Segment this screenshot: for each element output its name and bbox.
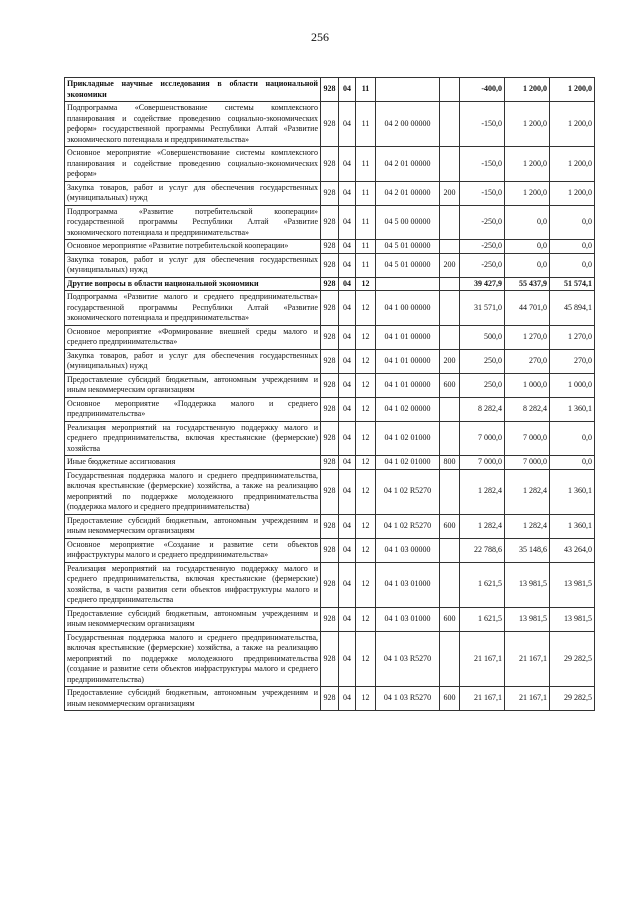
ministry-code: 928 — [321, 349, 339, 373]
subsection-code: 12 — [356, 421, 376, 456]
ministry-code: 928 — [321, 78, 339, 102]
amount-1: 31 571,0 — [460, 291, 505, 326]
amount-3: 0,0 — [550, 205, 595, 240]
ministry-code: 928 — [321, 181, 339, 205]
amount-2: 0,0 — [505, 240, 550, 254]
ministry-code: 928 — [321, 562, 339, 607]
row-description: Основное мероприятие «Совершенствование системы комплексного планирования и содействие проведению социально-экономических реформ» — [65, 147, 321, 182]
ministry-code: 928 — [321, 253, 339, 277]
amount-1: -250,0 — [460, 205, 505, 240]
amount-2: 13 981,5 — [505, 607, 550, 631]
subsection-code: 11 — [356, 78, 376, 102]
expense-type-code: 600 — [440, 373, 460, 397]
target-article-code: 04 1 03 01000 — [376, 607, 440, 631]
row-description: Другие вопросы в области национальной экономики — [65, 277, 321, 291]
subsection-code: 12 — [356, 291, 376, 326]
target-article-code: 04 2 00 00000 — [376, 102, 440, 147]
expense-type-code — [440, 102, 460, 147]
target-article-code: 04 1 03 R5270 — [376, 687, 440, 711]
amount-1: 1 621,5 — [460, 607, 505, 631]
section-code: 04 — [339, 421, 356, 456]
target-article-code: 04 2 01 00000 — [376, 181, 440, 205]
subsection-code: 11 — [356, 253, 376, 277]
section-code: 04 — [339, 102, 356, 147]
row-description: Основное мероприятие «Формирование внешней среды малого и среднего предпринимательства» — [65, 325, 321, 349]
table-row — [65, 456, 595, 470]
subsection-code: 11 — [356, 240, 376, 254]
subsection-code: 11 — [356, 205, 376, 240]
ministry-code: 928 — [321, 205, 339, 240]
target-article-code: 04 1 01 00000 — [376, 349, 440, 373]
section-code: 04 — [339, 78, 356, 102]
amount-1: 39 427,9 — [460, 277, 505, 291]
ministry-code: 928 — [321, 421, 339, 456]
amount-2: 1 200,0 — [505, 181, 550, 205]
amount-3: 0,0 — [550, 456, 595, 470]
table-row — [65, 325, 595, 349]
ministry-code: 928 — [321, 456, 339, 470]
subsection-code: 12 — [356, 514, 376, 538]
ministry-code: 928 — [321, 607, 339, 631]
row-description: Предоставление субсидий бюджетным, автономным учреждениям и иным некоммерческим организациям — [65, 373, 321, 397]
amount-1: -250,0 — [460, 253, 505, 277]
subsection-code: 12 — [356, 631, 376, 687]
expense-type-code: 800 — [440, 456, 460, 470]
target-article-code: 04 1 02 00000 — [376, 397, 440, 421]
target-article-code: 04 1 01 00000 — [376, 373, 440, 397]
amount-2: 55 437,9 — [505, 277, 550, 291]
subsection-code: 12 — [356, 469, 376, 514]
amount-3: 29 282,5 — [550, 687, 595, 711]
table-row — [65, 397, 595, 421]
amount-3: 1 270,0 — [550, 325, 595, 349]
amount-2: 13 981,5 — [505, 562, 550, 607]
amount-2: 1 200,0 — [505, 78, 550, 102]
table-row — [65, 687, 595, 711]
expense-type-code — [440, 205, 460, 240]
section-code: 04 — [339, 291, 356, 326]
section-code: 04 — [339, 631, 356, 687]
row-description: Реализация мероприятий на государственную поддержку малого и среднего предпринимательства, включая крестьянские (фермерские) хозяйства — [65, 421, 321, 456]
subsection-code: 12 — [356, 456, 376, 470]
amount-3: 1 360,1 — [550, 397, 595, 421]
amount-2: 8 282,4 — [505, 397, 550, 421]
amount-3: 270,0 — [550, 349, 595, 373]
amount-3: 1 200,0 — [550, 147, 595, 182]
amount-1: 21 167,1 — [460, 687, 505, 711]
table-row — [65, 421, 595, 456]
row-description: Предоставление субсидий бюджетным, автономным учреждениям и иным некоммерческим организациям — [65, 687, 321, 711]
table-row — [65, 562, 595, 607]
target-article-code: 04 1 03 01000 — [376, 562, 440, 607]
subsection-code: 11 — [356, 147, 376, 182]
section-code: 04 — [339, 687, 356, 711]
amount-2: 270,0 — [505, 349, 550, 373]
expense-type-code: 600 — [440, 687, 460, 711]
target-article-code: 04 1 02 R5270 — [376, 514, 440, 538]
amount-2: 1 000,0 — [505, 373, 550, 397]
amount-2: 1 282,4 — [505, 469, 550, 514]
subsection-code: 11 — [356, 102, 376, 147]
amount-2: 7 000,0 — [505, 421, 550, 456]
target-article-code — [376, 78, 440, 102]
row-description: Государственная поддержка малого и среднего предпринимательства, включая крестьянские (фермерские) хозяйства, а также на реализацию мероприятий по поддержке молодежного предпринимательства (поддержка малого и среднего предпринимательства) — [65, 469, 321, 514]
amount-3: 1 200,0 — [550, 78, 595, 102]
amount-2: 1 282,4 — [505, 514, 550, 538]
section-code: 04 — [339, 240, 356, 254]
target-article-code: 04 1 01 00000 — [376, 325, 440, 349]
amount-3: 51 574,1 — [550, 277, 595, 291]
amount-2: 7 000,0 — [505, 456, 550, 470]
ministry-code: 928 — [321, 687, 339, 711]
expense-type-code — [440, 631, 460, 687]
table-row — [65, 373, 595, 397]
expense-type-code — [440, 291, 460, 326]
table-row — [65, 240, 595, 254]
amount-2: 35 148,6 — [505, 538, 550, 562]
section-code: 04 — [339, 562, 356, 607]
table-row — [65, 349, 595, 373]
target-article-code: 04 5 01 00000 — [376, 240, 440, 254]
amount-1: -400,0 — [460, 78, 505, 102]
amount-3: 0,0 — [550, 253, 595, 277]
row-description: Закупка товаров, работ и услуг для обеспечения государственных (муниципальных) нужд — [65, 181, 321, 205]
row-description: Предоставление субсидий бюджетным, автономным учреждениям и иным некоммерческим организациям — [65, 607, 321, 631]
row-description: Основное мероприятие «Создание и развитие сети объектов инфраструктуры малого и среднего предпринимательства» — [65, 538, 321, 562]
section-code: 04 — [339, 147, 356, 182]
amount-2: 1 200,0 — [505, 147, 550, 182]
ministry-code: 928 — [321, 291, 339, 326]
target-article-code: 04 2 01 00000 — [376, 147, 440, 182]
amount-2: 21 167,1 — [505, 631, 550, 687]
subsection-code: 12 — [356, 538, 376, 562]
amount-1: 1 621,5 — [460, 562, 505, 607]
table-row — [65, 291, 595, 326]
amount-1: 250,0 — [460, 349, 505, 373]
expense-type-code: 200 — [440, 349, 460, 373]
amount-3: 0,0 — [550, 240, 595, 254]
table-row — [65, 469, 595, 514]
row-description: Подпрограмма «Развитие малого и среднего предпринимательства» государственной программы Республики Алтай «Развитие экономического потенциала и предпринимательства» — [65, 291, 321, 326]
amount-1: -150,0 — [460, 102, 505, 147]
expense-type-code — [440, 421, 460, 456]
expense-type-code — [440, 277, 460, 291]
amount-2: 1 270,0 — [505, 325, 550, 349]
target-article-code: 04 1 03 R5270 — [376, 631, 440, 687]
section-code: 04 — [339, 181, 356, 205]
amount-3: 13 981,5 — [550, 607, 595, 631]
amount-2: 0,0 — [505, 205, 550, 240]
section-code: 04 — [339, 205, 356, 240]
expense-type-code — [440, 538, 460, 562]
table-row — [65, 538, 595, 562]
section-code: 04 — [339, 538, 356, 562]
row-description: Основное мероприятие «Развитие потребительской кооперации» — [65, 240, 321, 254]
target-article-code: 04 1 02 01000 — [376, 456, 440, 470]
row-description: Государственная поддержка малого и среднего предпринимательства, включая крестьянские (фермерские) хозяйства, а также на реализацию мероприятий по поддержке молодежного предпринимательства (создание и развитие сети объектов инфраструктуры малого и среднего предпринимательства) — [65, 631, 321, 687]
amount-3: 1 200,0 — [550, 181, 595, 205]
amount-1: 7 000,0 — [460, 456, 505, 470]
amount-3: 1 000,0 — [550, 373, 595, 397]
subsection-code: 12 — [356, 373, 376, 397]
section-code: 04 — [339, 456, 356, 470]
amount-1: 7 000,0 — [460, 421, 505, 456]
section-code: 04 — [339, 514, 356, 538]
table-row — [65, 205, 595, 240]
target-article-code: 04 5 01 00000 — [376, 253, 440, 277]
expense-type-code: 600 — [440, 607, 460, 631]
budget-table — [64, 77, 595, 711]
ministry-code: 928 — [321, 538, 339, 562]
subsection-code: 12 — [356, 607, 376, 631]
expense-type-code: 600 — [440, 514, 460, 538]
section-code: 04 — [339, 277, 356, 291]
ministry-code: 928 — [321, 240, 339, 254]
expense-type-code — [440, 240, 460, 254]
expense-type-code — [440, 469, 460, 514]
amount-2: 1 200,0 — [505, 102, 550, 147]
target-article-code: 04 1 03 00000 — [376, 538, 440, 562]
amount-3: 29 282,5 — [550, 631, 595, 687]
section-code: 04 — [339, 397, 356, 421]
amount-1: 8 282,4 — [460, 397, 505, 421]
subsection-code: 11 — [356, 181, 376, 205]
page-number: 256 — [311, 30, 329, 44]
expense-type-code — [440, 562, 460, 607]
expense-type-code — [440, 325, 460, 349]
amount-1: 22 788,6 — [460, 538, 505, 562]
section-code: 04 — [339, 253, 356, 277]
amount-1: 1 282,4 — [460, 514, 505, 538]
row-description: Реализация мероприятий на государственную поддержку малого и среднего предпринимательства, включая крестьянские (фермерские) хозяйства, в части развития сети объектов инфраструктуры малого и среднего предпринимательства — [65, 562, 321, 607]
amount-2: 44 701,0 — [505, 291, 550, 326]
expense-type-code: 200 — [440, 181, 460, 205]
subsection-code: 12 — [356, 277, 376, 291]
subsection-code: 12 — [356, 397, 376, 421]
amount-3: 13 981,5 — [550, 562, 595, 607]
ministry-code: 928 — [321, 325, 339, 349]
target-article-code: 04 1 02 01000 — [376, 421, 440, 456]
amount-1: -250,0 — [460, 240, 505, 254]
ministry-code: 928 — [321, 631, 339, 687]
table-row — [65, 514, 595, 538]
ministry-code: 928 — [321, 397, 339, 421]
row-description: Основное мероприятие «Поддержка малого и среднего предпринимательства» — [65, 397, 321, 421]
target-article-code: 04 1 00 00000 — [376, 291, 440, 326]
amount-3: 1 200,0 — [550, 102, 595, 147]
amount-3: 43 264,0 — [550, 538, 595, 562]
table-row — [65, 631, 595, 687]
expense-type-code — [440, 78, 460, 102]
row-description: Прикладные научные исследования в области национальной экономики — [65, 78, 321, 102]
section-code: 04 — [339, 325, 356, 349]
ministry-code: 928 — [321, 147, 339, 182]
expense-type-code — [440, 147, 460, 182]
ministry-code: 928 — [321, 277, 339, 291]
amount-3: 1 360,1 — [550, 514, 595, 538]
amount-3: 1 360,1 — [550, 469, 595, 514]
row-description: Закупка товаров, работ и услуг для обеспечения государственных (муниципальных) нужд — [65, 253, 321, 277]
amount-1: 250,0 — [460, 373, 505, 397]
target-article-code: 04 1 02 R5270 — [376, 469, 440, 514]
row-description: Подпрограмма «Развитие потребительской кооперации» государственной программы Республики Алтай «Развитие экономического потенциала и предпринимательства» — [65, 205, 321, 240]
amount-2: 0,0 — [505, 253, 550, 277]
subsection-code: 12 — [356, 687, 376, 711]
amount-3: 0,0 — [550, 421, 595, 456]
subsection-code: 12 — [356, 349, 376, 373]
row-description: Подпрограмма «Совершенствование системы комплексного планирования и содействие проведению социально-экономических реформ» государственной программы Республики Алтай «Развитие экономического потенциала и предпринимательства» — [65, 102, 321, 147]
section-code: 04 — [339, 349, 356, 373]
table-row — [65, 277, 595, 291]
expense-type-code: 200 — [440, 253, 460, 277]
subsection-code: 12 — [356, 562, 376, 607]
table-row — [65, 607, 595, 631]
expense-type-code — [440, 397, 460, 421]
section-code: 04 — [339, 373, 356, 397]
amount-3: 45 894,1 — [550, 291, 595, 326]
amount-1: 1 282,4 — [460, 469, 505, 514]
section-code: 04 — [339, 469, 356, 514]
amount-1: -150,0 — [460, 147, 505, 182]
target-article-code: 04 5 00 00000 — [376, 205, 440, 240]
amount-2: 21 167,1 — [505, 687, 550, 711]
ministry-code: 928 — [321, 469, 339, 514]
table-row — [65, 253, 595, 277]
table-row — [65, 102, 595, 147]
ministry-code: 928 — [321, 373, 339, 397]
table-row — [65, 147, 595, 182]
row-description: Иные бюджетные ассигнования — [65, 456, 321, 470]
table-row — [65, 181, 595, 205]
amount-1: 21 167,1 — [460, 631, 505, 687]
row-description: Предоставление субсидий бюджетным, автономным учреждениям и иным некоммерческим организациям — [65, 514, 321, 538]
target-article-code — [376, 277, 440, 291]
subsection-code: 12 — [356, 325, 376, 349]
ministry-code: 928 — [321, 102, 339, 147]
row-description: Закупка товаров, работ и услуг для обеспечения государственных (муниципальных) нужд — [65, 349, 321, 373]
amount-1: -150,0 — [460, 181, 505, 205]
amount-1: 500,0 — [460, 325, 505, 349]
ministry-code: 928 — [321, 514, 339, 538]
section-code: 04 — [339, 607, 356, 631]
table-row — [65, 78, 595, 102]
